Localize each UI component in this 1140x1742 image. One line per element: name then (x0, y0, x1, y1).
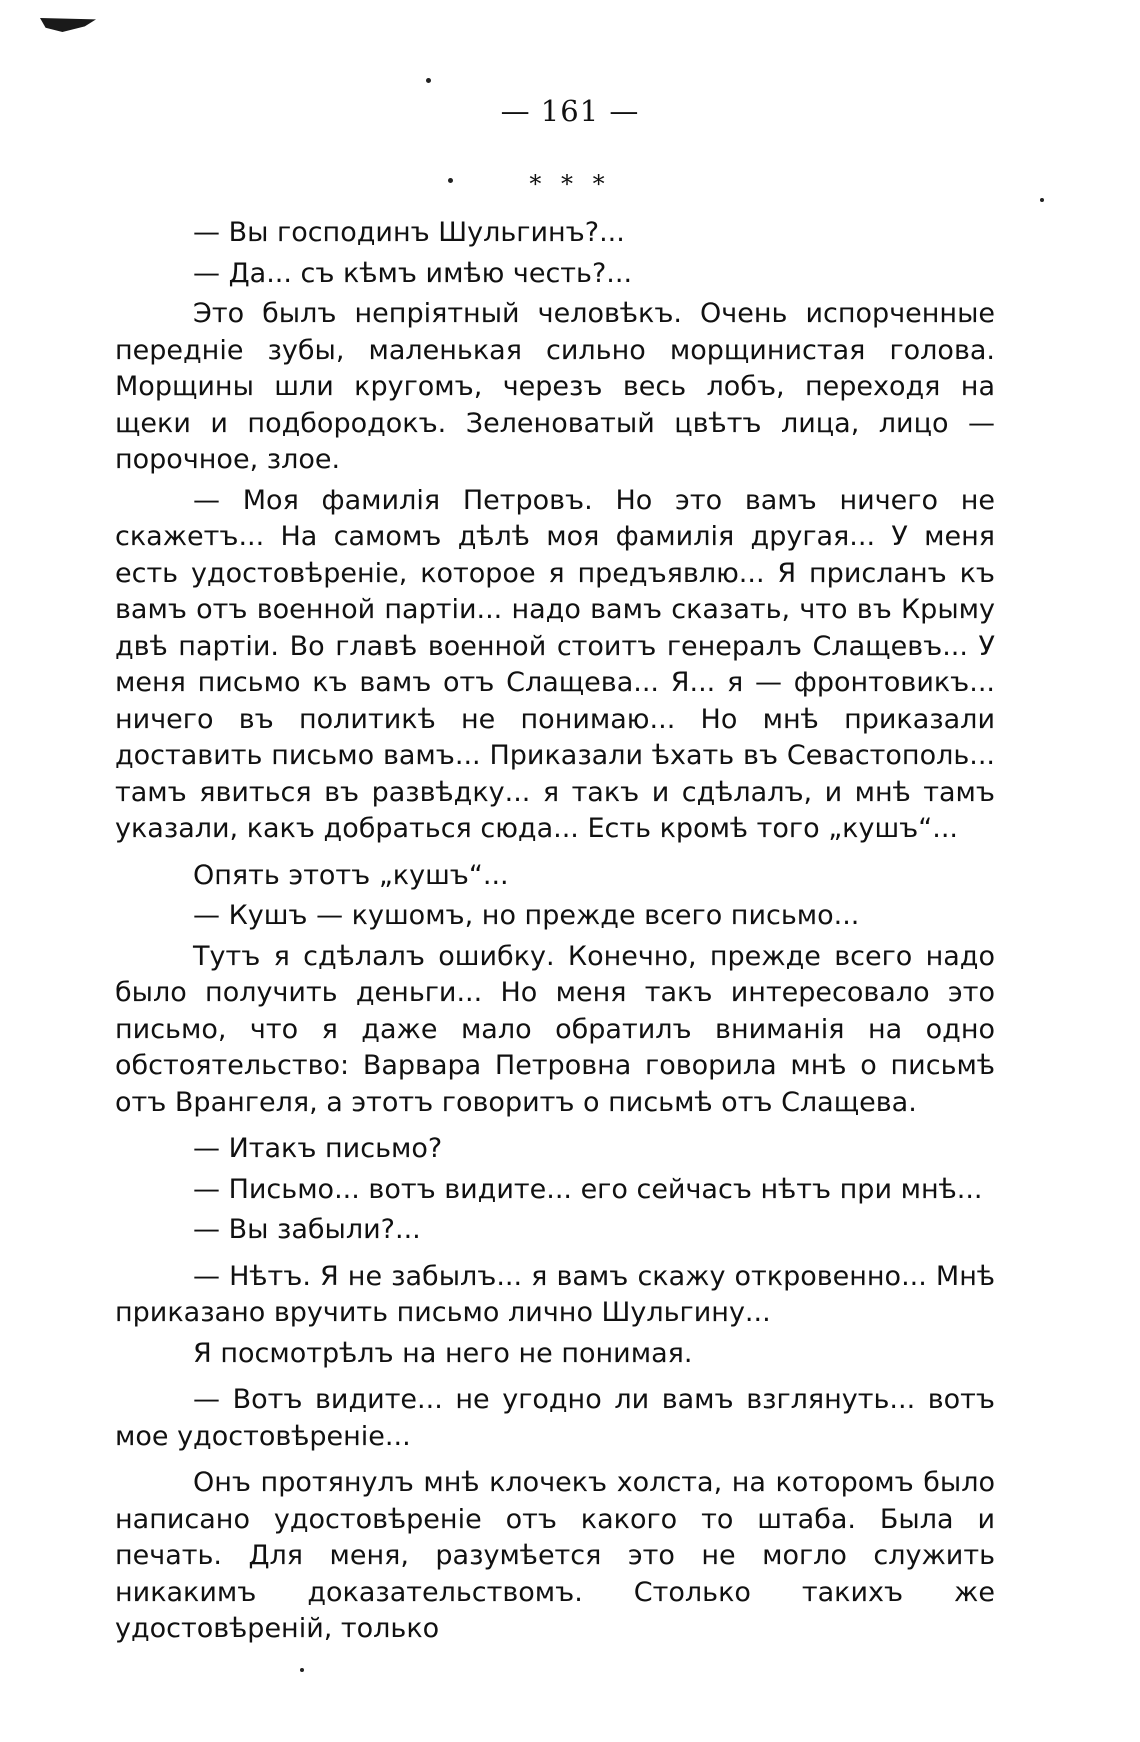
paragraph: Тутъ я сдѣлалъ ошибку. Конечно, прежде всего надо было получить деньги... Но меня такъ интересовало это письмо, что я даже мало обратилъ вниманія на одно обстоятельство: Варвара Петровна говорила мнѣ о письмѣ отъ Врангеля, а этотъ говоритъ о письмѣ отъ Слащева. (115, 940, 995, 1118)
paragraph: Онъ протянулъ мнѣ клочекъ холста, на которомъ было написано удостовѣреніе отъ какого то штаба. Была и печать. Для меня, разумѣется это не могло служить никакимъ доказательствомъ. Столько такихъ же удостовѣреній, только (115, 1467, 995, 1644)
scan-artifact (40, 18, 96, 32)
ink-speck (426, 78, 431, 83)
paragraph: Я посмотрѣлъ на него не понимая. (193, 1337, 693, 1369)
paragraph: Опять этотъ „кушъ“... (193, 859, 509, 891)
paragraph: — Вы господинъ Шульгинъ?... (193, 217, 625, 248)
ink-speck (1040, 198, 1044, 202)
paragraph: — Вы забыли?... (193, 1214, 421, 1245)
ink-speck (300, 1668, 304, 1672)
paragraph: — Да... съ кѣмъ имѣю честь?... (193, 257, 633, 289)
paragraph: — Моя фамилія Петровъ. Но это вамъ ничего не скажетъ... На самомъ дѣлѣ моя фамилія другая... У меня есть удостовѣреніе, которое я предъявлю... Я присланъ къ вамъ отъ военной партіи... надо вамъ сказать, что въ Крыму двѣ партіи. Во главѣ военной стоитъ генералъ Слащевъ... У меня письмо къ вамъ отъ Слащева... Я... я — фронтовикъ... ничего въ политикѣ не понимаю... Но мнѣ приказали доставить письмо вамъ... Приказали ѣхать въ Севастополь... тамъ явиться въ развѣдку... я такъ и сдѣлалъ, и мнѣ тамъ указали, какъ добраться сюда... Есть кромѣ того „кушъ“... (115, 484, 995, 844)
paragraph: Это былъ непріятный человѣкъ. Очень испорченные передніе зубы, маленькая сильно морщинистая голова. Морщины шли кругомъ, черезъ весь лобъ, переходя на щеки и подбородокъ. Зеленоватый цвѣтъ лица, лицо — порочное, злое. (115, 298, 995, 475)
page-number: — 161 — (500, 94, 640, 128)
paragraph: — Итакъ письмо? (193, 1133, 443, 1164)
paragraph: — Письмо... вотъ видите... его сейчасъ нѣтъ при мнѣ... (193, 1173, 983, 1205)
section-ornament: * * * (529, 170, 611, 198)
paragraph: — Вотъ видите... не угодно ли вамъ взглянуть... вотъ мое удостовѣреніе... (115, 1384, 995, 1452)
paragraph: — Кушъ — кушомъ, но прежде всего письмо... (193, 900, 860, 931)
paragraph: — Нѣтъ. Я не забылъ... я вамъ скажу откровенно... Мнѣ приказано вручить письмо лично Шульгину... (115, 1260, 995, 1328)
body-text (115, 215, 995, 1652)
